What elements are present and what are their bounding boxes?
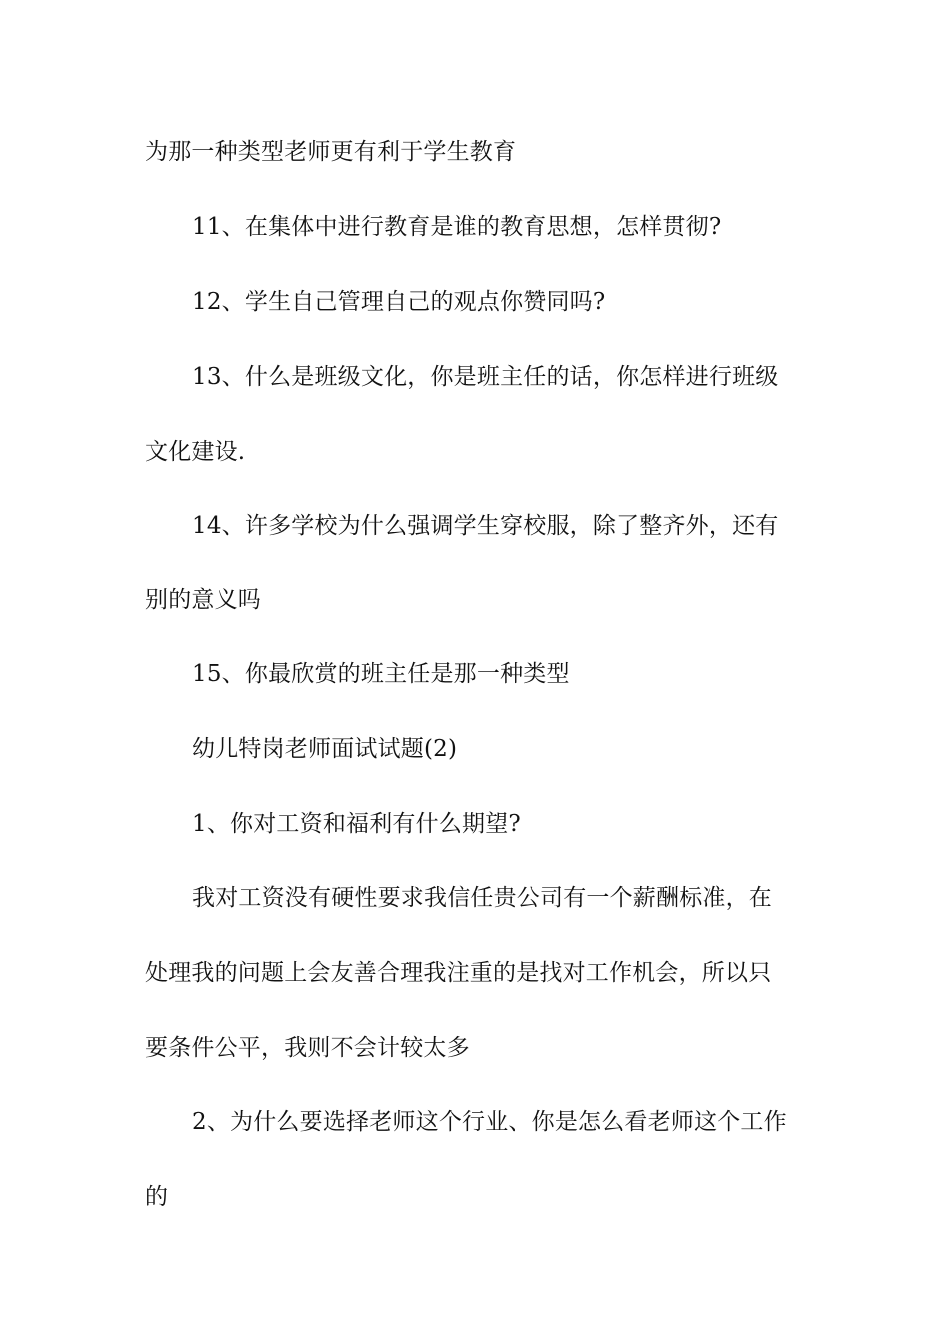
paragraph-line: 为那一种类型老师更有利于学生教育 xyxy=(145,139,517,165)
answer-1-line-2: 处理我的问题上会友善合理我注重的是找对工作机会，所以只 xyxy=(145,960,772,986)
question-13-continued: 文化建设. xyxy=(145,439,246,465)
answer-1-line-1: 我对工资没有硬性要求我信任贵公司有一个薪酬标准，在 xyxy=(192,885,772,911)
question-14: 14、许多学校为什么强调学生穿校服，除了整齐外，还有 xyxy=(192,513,779,539)
question-14-continued: 别的意义吗 xyxy=(145,587,261,613)
section-heading: 幼儿特岗老师面试试题(2) xyxy=(192,736,458,762)
question-15: 15、你最欣赏的班主任是那一种类型 xyxy=(192,661,570,687)
question-2: 2、为什么要选择老师这个行业、你是怎么看老师这个工作 xyxy=(192,1109,787,1135)
question-12: 12、学生自己管理自己的观点你赞同吗? xyxy=(192,289,606,315)
question-11: 11、在集体中进行教育是谁的教育思想，怎样贯彻? xyxy=(192,214,722,240)
question-13: 13、什么是班级文化，你是班主任的话，你怎样进行班级 xyxy=(192,364,779,390)
question-1: 1、你对工资和福利有什么期望? xyxy=(192,811,521,837)
answer-1-line-3: 要条件公平，我则不会计较太多 xyxy=(145,1035,470,1061)
question-2-continued: 的 xyxy=(145,1184,169,1210)
